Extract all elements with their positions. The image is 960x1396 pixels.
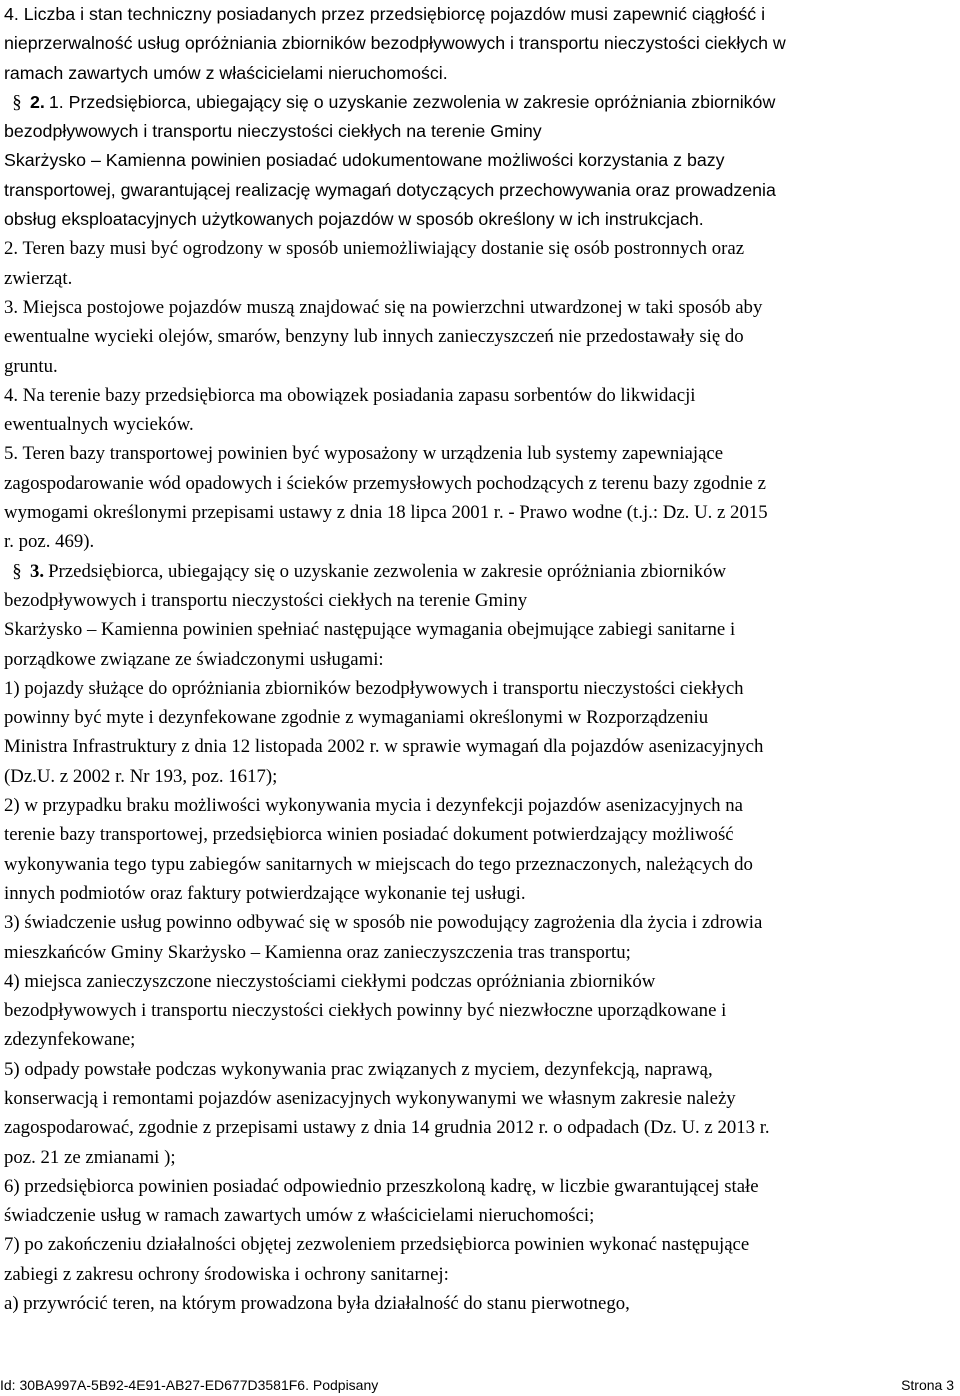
section-2	[4, 88, 948, 557]
text-line: powinny być myte i dezynfekowane zgodnie z wymaganiami określonymi w Rozporządzeniu	[4, 707, 709, 729]
text-line: konserwacją i remontami pojazdów asenizacyjnych wykonywanymi we własnym zakresie należy	[4, 1087, 736, 1109]
text-line: 1) pojazdy służące do opróżniania zbiorników bezodpływowych i transportu nieczystości ciekłych	[4, 677, 744, 699]
text-line: 6) przedsiębiorca powinien posiadać odpowiednio przeszkoloną kadrę, w liczbie gwarantującej stałe	[4, 1175, 759, 1197]
text-line: poz. 21 ze zmianami );	[4, 1146, 176, 1168]
section-number: 2.	[30, 91, 45, 112]
text-line: r. poz. 469).	[4, 531, 95, 553]
text-line: zdezynfekowane;	[4, 1029, 136, 1051]
text-line: 5) odpady powstałe podczas wykonywania prac związanych z myciem, dezynfekcją, naprawą,	[4, 1058, 713, 1080]
text-line: wymogami określonymi przepisami ustawy z dnia 18 lipca 2001 r. - Prawo wodne (t.j.: Dz. U. z 2015	[4, 502, 768, 524]
text-line: a) przywrócić teren, na którym prowadzona była działalność do stanu pierwotnego,	[4, 1293, 630, 1315]
text-line: zagospodarowanie wód opadowych i ścieków przemysłowych pochodzących z terenu bazy zgodnie z	[4, 472, 766, 494]
text-line: transportowej, gwarantującej realizację wymagań dotyczących przechowywania oraz prowadzenia	[4, 179, 776, 200]
text-line: 2. Teren bazy musi być ogrodzony w sposób uniemożliwiający dostanie się osób postronnych oraz	[4, 238, 745, 260]
text-line: zabiegi z zakresu ochrony środowiska i ochrony sanitarnej:	[4, 1263, 449, 1285]
text-line: 7) po zakończeniu działalności objętej zezwoleniem przedsiębiorca powinien wykonać następujące	[4, 1234, 750, 1256]
text-line: ramach zawartych umów z właścicielami nieruchomości.	[4, 62, 448, 83]
text-line: 4) miejsca zanieczyszczone nieczystościami ciekłymi podczas opróżniania zbiorników	[4, 970, 656, 992]
section-number: 3.	[30, 560, 45, 582]
text-line: innych podmiotów oraz faktury potwierdzające wykonanie tej usługi.	[4, 882, 526, 904]
text-line: wykonywania tego typu zabiegów sanitarnych w miejscach do tego przeznaczonych, należących do	[4, 853, 753, 875]
text-line: bezodpływowych i transportu nieczystości ciekłych na terenie Gminy	[4, 121, 542, 142]
text-line: 4. Na terenie bazy przedsiębiorca ma obowiązek posiadania zapasu sorbentów do likwidacji	[4, 384, 696, 406]
text-line: (Dz.U. z 2002 r. Nr 193, poz. 1617);	[4, 765, 278, 787]
text-line: 3) świadczenie usług powinno odbywać się w sposób nie powodujący zagrożenia dla życia i zdrowia	[4, 912, 763, 934]
document-id: Id: 30BA997A-5B92-4E91-AB27-ED677D3581F6. Podpisany	[0, 1377, 379, 1393]
intro-paragraph	[4, 0, 948, 88]
text-line: ewentualne wycieki olejów, smarów, benzyny lub innych zanieczyszczeń nie przedostawały się do	[4, 326, 744, 348]
section-sign: §	[12, 560, 22, 582]
text-line: Ministra Infrastruktury z dnia 12 listopada 2002 r. w sprawie wymagań dla pojazdów asenizacyjnych	[4, 736, 764, 758]
text-line: terenie bazy transportowej, przedsiębiorca winien posiadać dokument potwierdzający możliwość	[4, 824, 734, 846]
text-line: obsług eksploatacyjnych użytkowanych pojazdów w sposób określony w ich instrukcjach.	[4, 209, 704, 230]
text-line: bezodpływowych i transportu nieczystości ciekłych na terenie Gminy	[4, 589, 528, 611]
text-line: bezodpływowych i transportu nieczystości ciekłych powinny być niezwłoczne uporządkowane i	[4, 1000, 727, 1022]
text-line: 5. Teren bazy transportowej powinien być wyposażony w urządzenia lub systemy zapewniające	[4, 443, 724, 465]
page-number: Strona 3	[901, 1377, 954, 1393]
text-line: Przedsiębiorca, ubiegający się o uzyskanie zezwolenia w zakresie opróżniania zbiorników	[48, 560, 727, 582]
text-line: porządkowe związane ze świadczonymi usługami:	[4, 648, 384, 670]
page-footer	[0, 1375, 960, 1396]
section-sign: §	[12, 91, 22, 113]
text-line: Skarżysko – Kamienna powinien posiadać udokumentowane możliwości korzystania z bazy	[4, 150, 725, 171]
text-line: zwierząt.	[4, 267, 73, 289]
text-line: zagospodarować, zgodnie z przepisami ustawy z dnia 14 grudnia 2012 r. o odpadach (Dz. U. z 2013 r.	[4, 1117, 770, 1139]
text-line: 3. Miejsca postojowe pojazdów muszą znajdować się na powierzchni utwardzonej w taki sposób aby	[4, 296, 763, 318]
section-3	[4, 557, 948, 1319]
text-line: nieprzerwalność usług opróżniania zbiorników bezodpływowych i transportu nieczystości ciekłych w	[4, 33, 786, 54]
text-line: 4. Liczba i stan techniczny posiadanych przez przedsiębiorcę pojazdów musi zapewnić ciągłość i	[4, 4, 766, 24]
text-line: 1. Przedsiębiorca, ubiegający się o uzyskanie zezwolenia w zakresie opróżniania zbiorników	[48, 91, 776, 112]
document-body	[4, 0, 948, 1318]
text-line: ewentualnych wycieków.	[4, 414, 194, 436]
text-line: gruntu.	[4, 355, 58, 377]
text-line: mieszkańców Gminy Skarżysko – Kamienna oraz zanieczyszczenia tras transportu;	[4, 941, 631, 963]
text-line: 2) w przypadku braku możliwości wykonywania mycia i dezynfekcji pojazdów asenizacyjnych na	[4, 795, 743, 817]
text-line: Skarżysko – Kamienna powinien spełniać następujące wymagania obejmujące zabiegi sanitarne i	[4, 619, 736, 641]
text-line: świadczenie usług w ramach zawartych umów z właścicielami nieruchomości;	[4, 1205, 595, 1227]
